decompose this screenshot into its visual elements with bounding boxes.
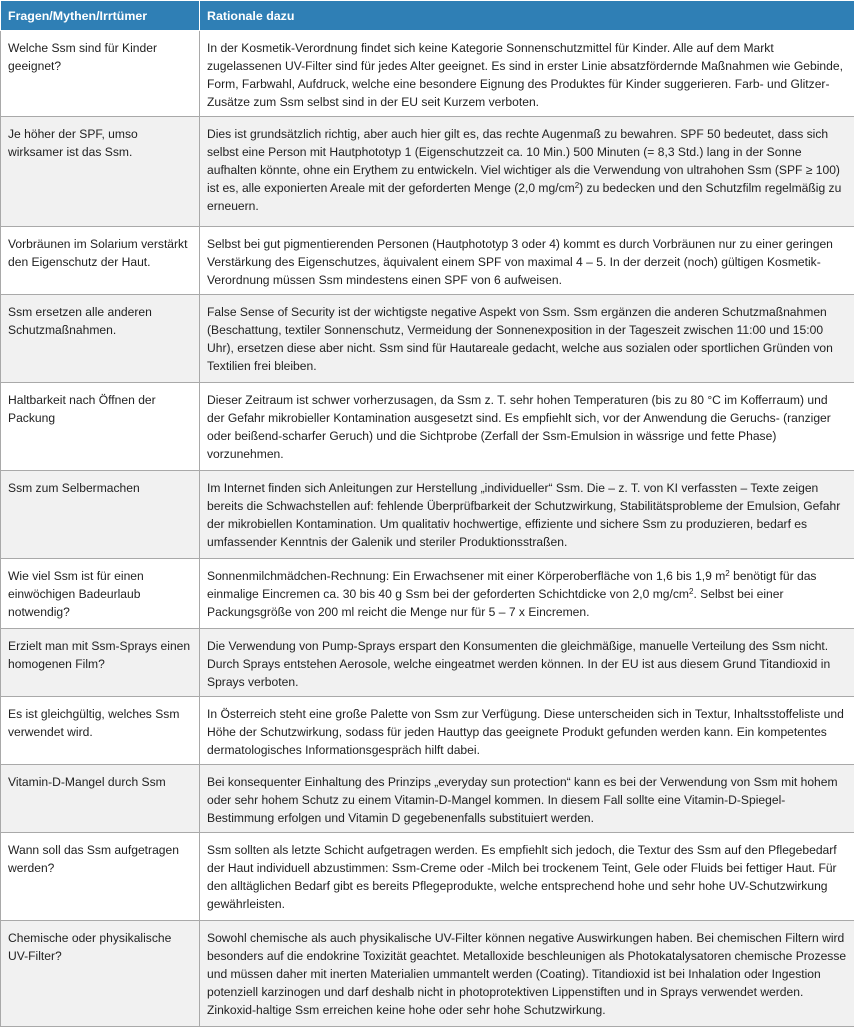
table-row: [1, 765, 854, 833]
question-cell: Je höher der SPF, umso wirksamer ist das Ssm.: [1, 117, 200, 227]
column-header-rationale: Rationale dazu: [200, 1, 854, 31]
rationale-cell: [200, 117, 854, 227]
question-cell: Welche Ssm sind für Kinder geeignet?: [1, 31, 200, 117]
table-row: [1, 295, 854, 383]
rationale-cell: [200, 559, 854, 629]
rationale-cell: In Österreich steht eine große Palette von Ssm zur Verfügung. Diese unterscheiden sich in Textur, Inhaltsstoffeliste und Höhe der Schutzwirkung, sodass für jeden Hauttyp das geeignete Produkt gefunden werden kann. Ein kompetentes dermatologisches Informationsgespräch hilft dabei.: [200, 697, 854, 765]
question-cell: Ssm zum Selbermachen: [1, 471, 200, 559]
table-row: [1, 559, 854, 629]
question-cell: Chemische oder physikalische UV-Filter?: [1, 921, 200, 1027]
question-cell: Es ist gleichgültig, welches Ssm verwendet wird.: [1, 697, 200, 765]
rationale-cell: Bei konsequenter Einhaltung des Prinzips „everyday sun protection“ kann es bei der Verwendung von Ssm mit hohem oder sehr hohem Schutz zu einem Vitamin-D-Mangel kommen. In diesem Fall sollte eine Vitamin-D-Spiegel-Bestimmung erfolgen und Vitamin D gegebenenfalls substituiert werden.: [200, 765, 854, 833]
rationale-cell: Im Internet finden sich Anleitungen zur Herstellung „individueller“ Ssm. Die – z. T. von KI verfassten – Texte zeigen bereits die Schwachstellen auf: fehlende Überprüfbarkeit der Schutzwirkung, Stabilitätsprobleme der Emulsion, Gefahr der mikrobiellen Kontamination. Um qualitativ hochwertige, effiziente und sichere Ssm zu produzieren, bedarf es umfassender Kenntnis der Galenik und steriler Produktionsstraßen.: [200, 471, 854, 559]
table-row: [1, 471, 854, 559]
column-header-questions: Fragen/Mythen/Irrtümer: [1, 1, 200, 31]
rationale-text: . Selbst bei einer Packungsgröße von 200 ml reicht die Menge nur für 5 – 7 x Eincremen.: [207, 587, 784, 619]
question-cell: Ssm ersetzen alle anderen Schutzmaßnahmen.: [1, 295, 200, 383]
question-cell: Wann soll das Ssm aufgetragen werden?: [1, 833, 200, 921]
rationale-text: ) zu bedecken und den Schutzfilm regelmäßig zu erneuern.: [207, 181, 841, 213]
table-row: [1, 921, 854, 1027]
rationale-cell: Ssm sollten als letzte Schicht aufgetragen werden. Es empfiehlt sich jedoch, die Textur des Ssm auf den Pflegebedarf der Haut individuell abzustimmen: Ssm-Creme oder -Milch bei trockenem Teint, Gele oder Fluids bei fettiger Haut. Für den alltäglichen Bedarf gibt es bereits Pflegeprodukte, welche entsprechend hohe und sehr hohe UV-Schutzwirkung gewährleisten.: [200, 833, 854, 921]
rationale-cell: In der Kosmetik-Verordnung findet sich keine Kategorie Sonnenschutzmittel für Kinder. Alle auf dem Markt zugelassenen UV-Filter sind für jedes Alter geeignet. Es sind in erster Linie absatzfördernde Maßnahmen wie Gebinde, Form, Farbwahl, Aufdruck, welche eine besondere Eignung des Produktes für Kinder suggerieren. Farb- und Glitzer-Zusätze zum Ssm selbst sind in der EU seit Kurzem verboten.: [200, 31, 854, 117]
rationale-cell: Sowohl chemische als auch physikalische UV-Filter können negative Auswirkungen haben. Bei chemischen Filtern wird besonders auf die endokrine Toxizität geachtet. Metalloxide beschleunigen als Photokatalysatoren chemische Prozesse und müssen daher mit inerten Materialien ummantelt werden (Coating). Titandioxid ist bei Inhalation oder Ingestion potenziell karzinogen und darf deshalb nicht in photoprotektiven Lippenstiften und in Sprays verwendet werden. Zinkoxid-haltige Ssm erreichen keine hohe oder sehr hohe Schutzwirkung.: [200, 921, 854, 1027]
question-cell: Erzielt man mit Ssm-Sprays einen homogenen Film?: [1, 629, 200, 697]
superscript: 2: [575, 181, 579, 190]
table-row: [1, 383, 854, 471]
rationale-text: Dies ist grundsätzlich richtig, aber auch hier gilt es, das rechte Augenmaß zu bewahren. SPF 50 bedeutet, dass sich selbst eine Person mit Hautphototyp 1 (Eigenschutzzeit ca. 10 Min.) 500 Minuten (= 8,3 Std.) lang in der Sonne aufhalten könnte, ohne ein Erythem zu entwickeln. Viel wichtiger als die Verwendung von ultrahohen Ssm (SPF ≥ 100) ist es, alle exponierten Areale mit der geforderten Menge (2,0 mg/cm: [207, 127, 840, 195]
rationale-cell: Selbst bei gut pigmentierenden Personen (Hautphototyp 3 oder 4) kommt es durch Vorbräunen nur zu einer geringen Verstärkung des Eigenschutzes, äquivalent einem SPF von maximal 4 – 5. In der derzeit (noch) gültigen Kosmetik-Verordnung müssen Ssm mindestens einen SPF von 6 aufweisen.: [200, 227, 854, 295]
table-header-row: [1, 1, 854, 31]
rationale-cell: Dieser Zeitraum ist schwer vorherzusagen, da Ssm z. T. sehr hohen Temperaturen (bis zu 80 °C im Kofferraum) und der Gefahr mikrobieller Kontamination ausgesetzt sind. Es empfiehlt sich, vor der Anwendung die Geruchs- (ranziger oder beißend-scharfer Geruch) und die Sichtprobe (Zerfall der Ssm-Emulsion in wässrige und fette Phase) vorzunehmen.: [200, 383, 854, 471]
table-row: [1, 227, 854, 295]
table-row: [1, 117, 854, 227]
rationale-cell: Die Verwendung von Pump-Sprays erspart den Konsumenten die gleichmäßige, manuelle Verteilung des Ssm nicht. Durch Sprays entstehen Aerosole, welche eingeatmet werden können. In der EU ist aus diesem Grund Titandioxid in Sprays verboten.: [200, 629, 854, 697]
rationale-text: benötigt für das einmalige Eincremen ca. 30 bis 40 g Ssm bei der geforderten Schichtdicke von 2,0 mg/cm: [207, 569, 816, 601]
question-cell: Vorbräunen im Solarium verstärkt den Eigenschutz der Haut.: [1, 227, 200, 295]
table-row: [1, 697, 854, 765]
question-cell: Vitamin-D-Mangel durch Ssm: [1, 765, 200, 833]
rationale-cell: False Sense of Security ist der wichtigste negative Aspekt von Ssm. Ssm ergänzen die anderen Schutzmaßnahmen (Beschattung, textiler Sonnenschutz, Vermeidung der Sonnenexposition in der Tageszeit zwischen 11:00 und 15:00 Uhr), ersetzen diese aber nicht. Ssm sind für Hautareale gedacht, welche aus sozialen oder sportlichen Gründen von Textilien frei bleiben.: [200, 295, 854, 383]
table-row: [1, 833, 854, 921]
superscript: 2: [689, 587, 693, 596]
table-row: [1, 31, 854, 117]
rationale-text: Sonnenmilchmädchen-Rechnung: Ein Erwachsener mit einer Körperoberfläche von 1,6 bis 1,9 m: [207, 569, 725, 583]
question-cell: Wie viel Ssm ist für einen einwöchigen Badeurlaub notwendig?: [1, 559, 200, 629]
table-row: [1, 629, 854, 697]
superscript: 2: [725, 569, 729, 578]
question-cell: Haltbarkeit nach Öffnen der Packung: [1, 383, 200, 471]
